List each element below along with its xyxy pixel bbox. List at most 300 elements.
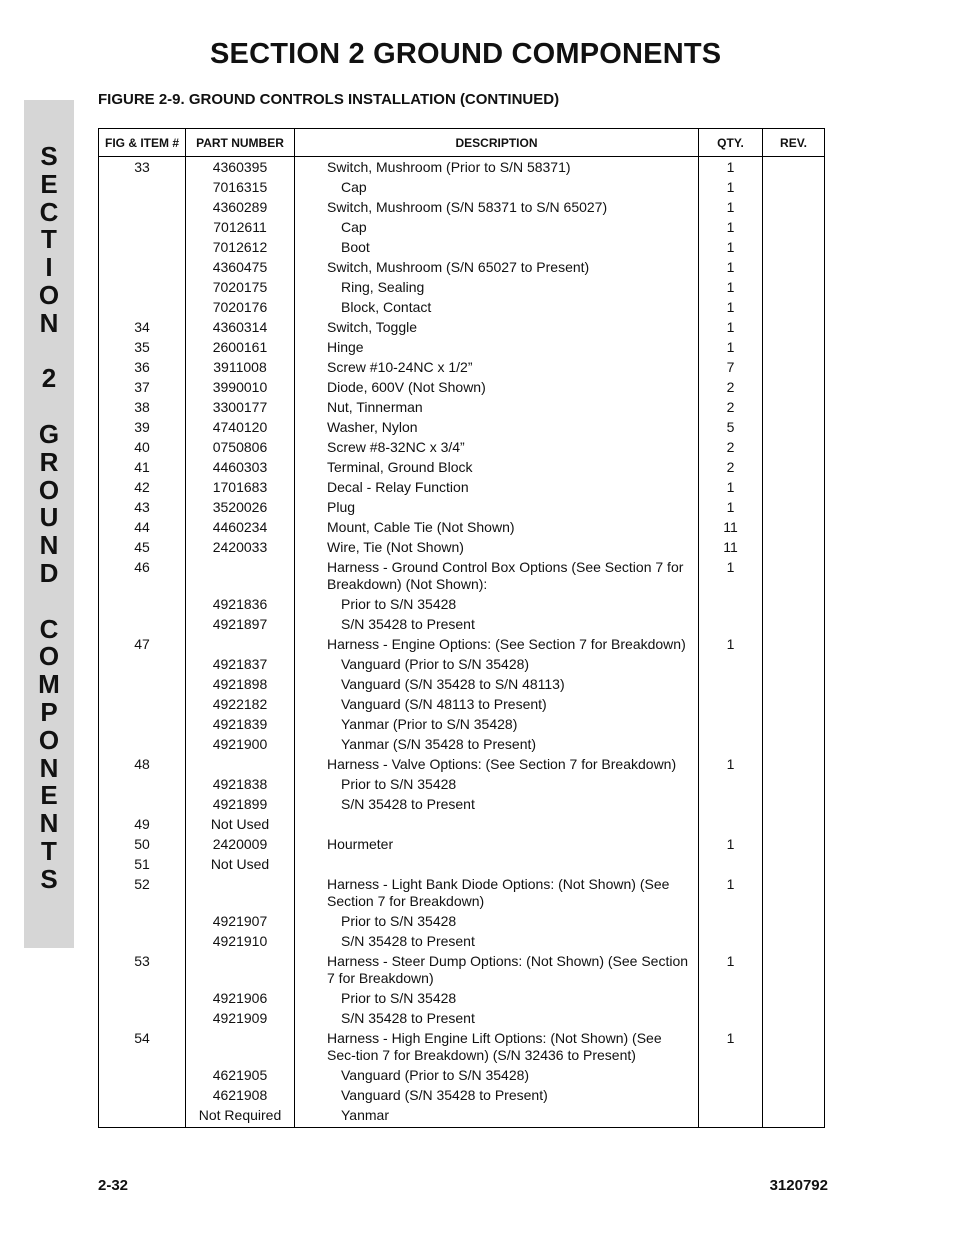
table-row xyxy=(99,317,825,337)
table-row xyxy=(99,417,825,437)
rev-cell xyxy=(763,437,825,457)
table-row xyxy=(99,594,825,614)
part-number-cell: 4460234 xyxy=(186,517,295,537)
description-cell: Vanguard (S/N 48113 to Present) xyxy=(295,694,699,714)
item-cell: 49 xyxy=(99,814,186,834)
qty-cell: 7 xyxy=(699,357,763,377)
side-tab-char: C xyxy=(39,196,59,227)
rev-cell xyxy=(763,497,825,517)
qty-cell: 1 xyxy=(699,277,763,297)
rev-cell xyxy=(763,874,825,911)
rev-cell xyxy=(763,634,825,654)
document-number: 3120792 xyxy=(769,1177,828,1194)
item-cell xyxy=(99,694,186,714)
qty-cell: 1 xyxy=(699,874,763,911)
item-cell: 39 xyxy=(99,417,186,437)
qty-cell: 1 xyxy=(699,1028,763,1065)
item-cell xyxy=(99,1105,186,1128)
rev-cell xyxy=(763,417,825,437)
item-cell xyxy=(99,594,186,614)
rev-cell xyxy=(763,694,825,714)
parts-table-body xyxy=(99,157,825,1128)
side-tab-char: O xyxy=(38,724,60,755)
table-row xyxy=(99,397,825,417)
item-cell xyxy=(99,734,186,754)
item-cell: 50 xyxy=(99,834,186,854)
parts-table xyxy=(98,128,825,1128)
item-cell xyxy=(99,1008,186,1028)
qty-cell xyxy=(699,694,763,714)
qty-cell: 1 xyxy=(699,257,763,277)
part-number-cell: 4921907 xyxy=(186,911,295,931)
part-number-cell: 7020175 xyxy=(186,277,295,297)
table-row xyxy=(99,537,825,557)
table-row xyxy=(99,911,825,931)
qty-cell xyxy=(699,1105,763,1128)
qty-cell xyxy=(699,1065,763,1085)
description-cell: Yanmar (Prior to S/N 35428) xyxy=(295,714,699,734)
item-cell: 48 xyxy=(99,754,186,774)
side-tab-char: N xyxy=(39,808,59,839)
qty-cell xyxy=(699,594,763,614)
part-number-cell: 4921899 xyxy=(186,794,295,814)
side-tab-char: 2 xyxy=(41,363,57,394)
description-cell: Yanmar xyxy=(295,1105,699,1128)
part-number-cell: 4921837 xyxy=(186,654,295,674)
side-tab-char: D xyxy=(39,558,59,588)
item-cell xyxy=(99,931,186,951)
item-cell xyxy=(99,237,186,257)
table-row xyxy=(99,654,825,674)
item-cell xyxy=(99,911,186,931)
rev-cell xyxy=(763,357,825,377)
item-cell: 52 xyxy=(99,874,186,911)
part-number-cell xyxy=(186,951,295,988)
table-row xyxy=(99,357,825,377)
qty-cell: 1 xyxy=(699,157,763,178)
rev-cell xyxy=(763,337,825,357)
figure-title: FIGURE 2-9. GROUND CONTROLS INSTALLATION (CONTINUED) xyxy=(98,91,560,108)
table-row xyxy=(99,774,825,794)
part-number-cell: 7012612 xyxy=(186,237,295,257)
item-cell: 35 xyxy=(99,337,186,357)
table-row xyxy=(99,734,825,754)
table-row xyxy=(99,874,825,911)
qty-cell xyxy=(699,814,763,834)
rev-cell xyxy=(763,714,825,734)
description-cell: Cap xyxy=(295,177,699,197)
item-cell xyxy=(99,654,186,674)
table-row xyxy=(99,1105,825,1128)
part-number-cell xyxy=(186,634,295,654)
rev-cell xyxy=(763,654,825,674)
side-tab-char: M xyxy=(38,669,60,700)
item-cell: 54 xyxy=(99,1028,186,1065)
qty-cell: 1 xyxy=(699,497,763,517)
part-number-cell: 2420033 xyxy=(186,537,295,557)
part-number-cell: Not Required xyxy=(186,1105,295,1128)
rev-cell xyxy=(763,237,825,257)
table-row xyxy=(99,1028,825,1065)
header-part-number: PART NUMBER xyxy=(186,129,295,157)
rev-cell xyxy=(763,1008,825,1028)
part-number-cell: 3300177 xyxy=(186,397,295,417)
part-number-cell xyxy=(186,754,295,774)
qty-cell xyxy=(699,774,763,794)
table-row xyxy=(99,477,825,497)
rev-cell xyxy=(763,217,825,237)
item-cell: 40 xyxy=(99,437,186,457)
qty-cell xyxy=(699,734,763,754)
rev-cell xyxy=(763,794,825,814)
rev-cell xyxy=(763,477,825,497)
table-row xyxy=(99,337,825,357)
description-cell: Nut, Tinnerman xyxy=(295,397,699,417)
qty-cell: 1 xyxy=(699,754,763,774)
part-number-cell: Not Used xyxy=(186,854,295,874)
qty-cell: 1 xyxy=(699,337,763,357)
description-cell: Switch, Mushroom (Prior to S/N 58371) xyxy=(295,157,699,178)
rev-cell xyxy=(763,911,825,931)
qty-cell: 2 xyxy=(699,437,763,457)
side-tab-char: N xyxy=(39,530,59,561)
item-cell xyxy=(99,1085,186,1105)
part-number-cell: Not Used xyxy=(186,814,295,834)
qty-cell: 1 xyxy=(699,634,763,654)
part-number-cell: 7012611 xyxy=(186,217,295,237)
item-cell: 45 xyxy=(99,537,186,557)
side-tab xyxy=(24,100,74,948)
table-row xyxy=(99,297,825,317)
rev-cell xyxy=(763,931,825,951)
header-description: DESCRIPTION xyxy=(295,129,699,157)
rev-cell xyxy=(763,277,825,297)
table-row xyxy=(99,714,825,734)
description-cell: Harness - Steer Dump Options: (Not Shown) (See Section 7 for Breakdown) xyxy=(295,951,699,988)
rev-cell xyxy=(763,257,825,277)
item-cell xyxy=(99,217,186,237)
table-row xyxy=(99,754,825,774)
side-tab-char: N xyxy=(39,307,59,338)
side-tab-char: T xyxy=(41,836,57,866)
side-tab-char: C xyxy=(39,613,59,644)
qty-cell xyxy=(699,931,763,951)
header-item: FIG & ITEM # xyxy=(99,129,186,157)
side-tab-char: S xyxy=(40,141,58,171)
item-cell xyxy=(99,794,186,814)
side-tab-char: O xyxy=(38,280,60,310)
page-number: 2-32 xyxy=(98,1177,129,1194)
table-row xyxy=(99,437,825,457)
qty-cell: 11 xyxy=(699,537,763,557)
qty-cell: 1 xyxy=(699,834,763,854)
description-cell: Terminal, Ground Block xyxy=(295,457,699,477)
description-cell: Harness - Valve Options: (See Section 7 for Breakdown) xyxy=(295,754,699,774)
rev-cell xyxy=(763,317,825,337)
qty-cell xyxy=(699,1008,763,1028)
side-tab-char: E xyxy=(40,780,58,811)
qty-cell: 1 xyxy=(699,217,763,237)
part-number-cell: 4360475 xyxy=(186,257,295,277)
header-rev: REV. xyxy=(763,129,825,157)
description-cell: Screw #10-24NC x 1/2” xyxy=(295,357,699,377)
rev-cell xyxy=(763,988,825,1008)
part-number-cell: 4921906 xyxy=(186,988,295,1008)
rev-cell xyxy=(763,734,825,754)
table-row xyxy=(99,237,825,257)
rev-cell xyxy=(763,1105,825,1128)
rev-cell xyxy=(763,814,825,834)
description-cell: Diode, 600V (Not Shown) xyxy=(295,377,699,397)
description-cell: Vanguard (Prior to S/N 35428) xyxy=(295,1065,699,1085)
qty-cell: 1 xyxy=(699,297,763,317)
description-cell: Yanmar (S/N 35428 to Present) xyxy=(295,734,699,754)
part-number-cell: 1701683 xyxy=(186,477,295,497)
rev-cell xyxy=(763,517,825,537)
description-cell: Boot xyxy=(295,237,699,257)
part-number-cell: 4621908 xyxy=(186,1085,295,1105)
item-cell xyxy=(99,277,186,297)
description-cell: Cap xyxy=(295,217,699,237)
description-cell: Vanguard (S/N 35428 to S/N 48113) xyxy=(295,674,699,694)
rev-cell xyxy=(763,754,825,774)
qty-cell: 1 xyxy=(699,237,763,257)
part-number-cell: 4921909 xyxy=(186,1008,295,1028)
item-cell xyxy=(99,1065,186,1085)
description-cell: Harness - Engine Options: (See Section 7 for Breakdown) xyxy=(295,634,699,654)
part-number-cell: 4621905 xyxy=(186,1065,295,1085)
item-cell xyxy=(99,714,186,734)
item-cell xyxy=(99,177,186,197)
table-row xyxy=(99,951,825,988)
item-cell: 47 xyxy=(99,634,186,654)
table-row xyxy=(99,814,825,834)
qty-cell: 1 xyxy=(699,197,763,217)
rev-cell xyxy=(763,537,825,557)
qty-cell: 2 xyxy=(699,457,763,477)
part-number-cell: 4921836 xyxy=(186,594,295,614)
side-tab-char: R xyxy=(39,446,59,477)
table-row xyxy=(99,694,825,714)
rev-cell xyxy=(763,951,825,988)
part-number-cell: 4921838 xyxy=(186,774,295,794)
part-number-cell: 4460303 xyxy=(186,457,295,477)
description-cell: Screw #8-32NC x 3/4” xyxy=(295,437,699,457)
rev-cell xyxy=(763,177,825,197)
part-number-cell: 4360289 xyxy=(186,197,295,217)
table-row xyxy=(99,1008,825,1028)
table-row xyxy=(99,217,825,237)
description-cell: Prior to S/N 35428 xyxy=(295,594,699,614)
part-number-cell: 7020176 xyxy=(186,297,295,317)
rev-cell xyxy=(763,157,825,178)
rev-cell xyxy=(763,774,825,794)
description-cell: Switch, Mushroom (S/N 65027 to Present) xyxy=(295,257,699,277)
qty-cell xyxy=(699,654,763,674)
part-number-cell xyxy=(186,1028,295,1065)
rev-cell xyxy=(763,674,825,694)
item-cell: 42 xyxy=(99,477,186,497)
description-cell: Block, Contact xyxy=(295,297,699,317)
qty-cell: 1 xyxy=(699,951,763,988)
description-cell: Hinge xyxy=(295,337,699,357)
item-cell: 37 xyxy=(99,377,186,397)
part-number-cell: 4922182 xyxy=(186,694,295,714)
description-cell: Vanguard (S/N 35428 to Present) xyxy=(295,1085,699,1105)
item-cell: 34 xyxy=(99,317,186,337)
description-cell: Switch, Mushroom (S/N 58371 to S/N 65027) xyxy=(295,197,699,217)
table-header-row xyxy=(99,129,825,157)
description-cell: Harness - Ground Control Box Options (See Section 7 for Breakdown) (Not Shown): xyxy=(295,557,699,594)
side-tab-char: E xyxy=(40,168,58,199)
item-cell xyxy=(99,257,186,277)
item-cell xyxy=(99,988,186,1008)
table-row xyxy=(99,794,825,814)
qty-cell xyxy=(699,911,763,931)
side-tab-char: U xyxy=(39,502,59,533)
part-number-cell: 4921898 xyxy=(186,674,295,694)
item-cell: 41 xyxy=(99,457,186,477)
table-row xyxy=(99,517,825,537)
qty-cell xyxy=(699,714,763,734)
description-cell: S/N 35428 to Present xyxy=(295,794,699,814)
table-row xyxy=(99,197,825,217)
rev-cell xyxy=(763,1085,825,1105)
qty-cell xyxy=(699,1085,763,1105)
part-number-cell: 3520026 xyxy=(186,497,295,517)
rev-cell xyxy=(763,377,825,397)
section-title: SECTION 2 GROUND COMPONENTS xyxy=(210,38,722,70)
table-row xyxy=(99,834,825,854)
part-number-cell: 4360314 xyxy=(186,317,295,337)
item-cell: 53 xyxy=(99,951,186,988)
table-row xyxy=(99,157,825,178)
qty-cell: 1 xyxy=(699,557,763,594)
rev-cell xyxy=(763,594,825,614)
part-number-cell: 4740120 xyxy=(186,417,295,437)
part-number-cell: 4921897 xyxy=(186,614,295,634)
qty-cell: 1 xyxy=(699,317,763,337)
table-row xyxy=(99,277,825,297)
item-cell xyxy=(99,297,186,317)
rev-cell xyxy=(763,854,825,874)
part-number-cell xyxy=(186,557,295,594)
part-number-cell: 4921910 xyxy=(186,931,295,951)
qty-cell: 2 xyxy=(699,397,763,417)
qty-cell: 5 xyxy=(699,417,763,437)
description-cell: Wire, Tie (Not Shown) xyxy=(295,537,699,557)
side-tab-char: P xyxy=(40,697,58,727)
description-cell: Harness - High Engine Lift Options: (Not Shown) (See Sec-tion 7 for Breakdown) (S/N 32436 to Present) xyxy=(295,1028,699,1065)
side-tab-char: T xyxy=(41,224,57,255)
part-number-cell: 4360395 xyxy=(186,157,295,178)
item-cell xyxy=(99,614,186,634)
rev-cell xyxy=(763,557,825,594)
description-cell: Ring, Sealing xyxy=(295,277,699,297)
item-cell: 33 xyxy=(99,157,186,178)
rev-cell xyxy=(763,1065,825,1085)
description-cell: Plug xyxy=(295,497,699,517)
part-number-cell: 2600161 xyxy=(186,337,295,357)
item-cell: 36 xyxy=(99,357,186,377)
part-number-cell: 3990010 xyxy=(186,377,295,397)
part-number-cell: 7016315 xyxy=(186,177,295,197)
rev-cell xyxy=(763,457,825,477)
description-cell: Decal - Relay Function xyxy=(295,477,699,497)
table-row xyxy=(99,1065,825,1085)
description-cell: Switch, Toggle xyxy=(295,317,699,337)
table-row xyxy=(99,634,825,654)
part-number-cell: 4921839 xyxy=(186,714,295,734)
table-row xyxy=(99,931,825,951)
item-cell xyxy=(99,197,186,217)
qty-cell: 1 xyxy=(699,177,763,197)
table-row xyxy=(99,1085,825,1105)
table-row xyxy=(99,988,825,1008)
rev-cell xyxy=(763,1028,825,1065)
qty-cell xyxy=(699,614,763,634)
table-row xyxy=(99,674,825,694)
table-row xyxy=(99,377,825,397)
table-row xyxy=(99,854,825,874)
description-cell: S/N 35428 to Present xyxy=(295,614,699,634)
description-cell: Mount, Cable Tie (Not Shown) xyxy=(295,517,699,537)
description-cell xyxy=(295,814,699,834)
side-tab-char: G xyxy=(38,419,60,449)
item-cell: 38 xyxy=(99,397,186,417)
item-cell: 44 xyxy=(99,517,186,537)
header-qty: QTY. xyxy=(699,129,763,157)
rev-cell xyxy=(763,614,825,634)
description-cell: Prior to S/N 35428 xyxy=(295,988,699,1008)
item-cell xyxy=(99,674,186,694)
description-cell: Vanguard (Prior to S/N 35428) xyxy=(295,654,699,674)
item-cell: 51 xyxy=(99,854,186,874)
qty-cell: 11 xyxy=(699,517,763,537)
side-tab-char: O xyxy=(38,474,60,505)
qty-cell xyxy=(699,794,763,814)
description-cell: Harness - Light Bank Diode Options: (Not Shown) (See Section 7 for Breakdown) xyxy=(295,874,699,911)
item-cell: 46 xyxy=(99,557,186,594)
part-number-cell xyxy=(186,874,295,911)
table-row xyxy=(99,614,825,634)
description-cell: Prior to S/N 35428 xyxy=(295,774,699,794)
qty-cell: 1 xyxy=(699,477,763,497)
side-tab-char: I xyxy=(45,252,53,283)
description-cell: S/N 35428 to Present xyxy=(295,931,699,951)
part-number-cell: 0750806 xyxy=(186,437,295,457)
table-row xyxy=(99,177,825,197)
rev-cell xyxy=(763,197,825,217)
side-tab-char: O xyxy=(38,641,60,672)
description-cell: Hourmeter xyxy=(295,834,699,854)
description-cell xyxy=(295,854,699,874)
rev-cell xyxy=(763,397,825,417)
qty-cell xyxy=(699,988,763,1008)
description-cell: Prior to S/N 35428 xyxy=(295,911,699,931)
qty-cell xyxy=(699,674,763,694)
part-number-cell: 4921900 xyxy=(186,734,295,754)
part-number-cell: 3911008 xyxy=(186,357,295,377)
side-tab-char: S xyxy=(40,863,58,894)
description-cell: S/N 35428 to Present xyxy=(295,1008,699,1028)
qty-cell: 2 xyxy=(699,377,763,397)
qty-cell xyxy=(699,854,763,874)
table-row xyxy=(99,557,825,594)
side-tab-char: N xyxy=(39,752,59,783)
table-row xyxy=(99,457,825,477)
item-cell: 43 xyxy=(99,497,186,517)
